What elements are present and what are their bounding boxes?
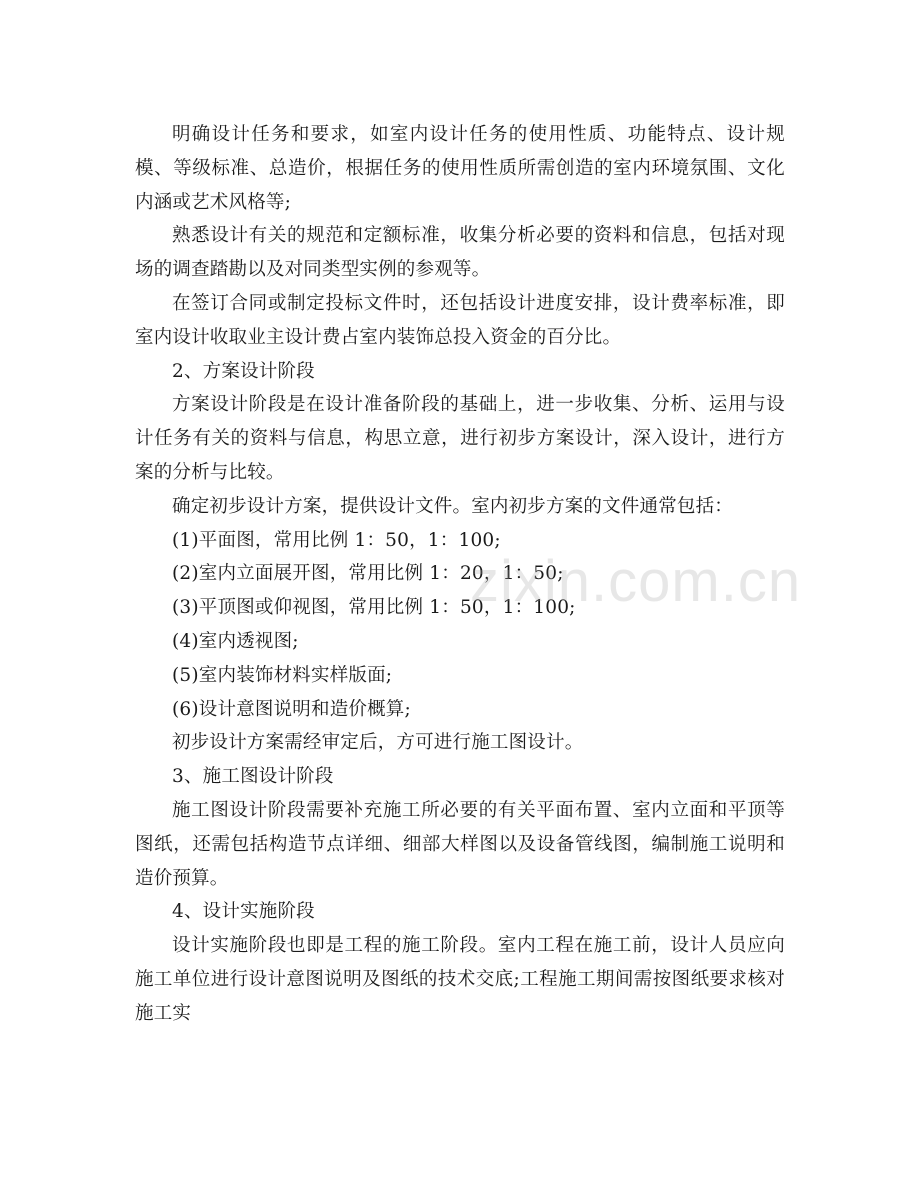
document-body (135, 118, 785, 1031)
list-item-ceiling-plan: (3)平顶图或仰视图，常用比例 1：50，1：100; (172, 597, 576, 619)
paragraph-contract: 在签订合同或制定投标文件时，还包括设计进度安排，设计费率标准，即室内设计收取业主设计费占室内装饰总投入资金的百分比。 (135, 292, 785, 348)
watermark-text: zixin.com.cn (470, 549, 802, 614)
list-item-perspective: (4)室内透视图; (172, 630, 299, 652)
paragraph-implementation: 设计实施阶段也即是工程的施工阶段。室内工程在施工前，设计人员应向施工单位进行设计意图说明及图纸的技术交底;工程施工期间需按图纸要求核对施工实 (135, 935, 785, 1024)
list-item-floor-plan: (1)平面图，常用比例 1：50，1：100; (172, 529, 501, 551)
paragraph-preliminary-files: 确定初步设计方案，提供设计文件。室内初步方案的文件通常包括： (172, 495, 734, 517)
section-heading-implementation: 4、设计实施阶段 (172, 901, 315, 923)
section-heading-scheme-design: 2、方案设计阶段 (172, 360, 315, 382)
list-item-design-notes: (6)设计意图说明和造价概算; (172, 698, 411, 720)
paragraph-task-requirements: 明确设计任务和要求，如室内设计任务的使用性质、功能特点、设计规模、等级标准、总造价，根据任务的使用性质所需创造的室内环境氛围、文化内涵或艺术风格等; (135, 124, 785, 213)
list-item-elevation: (2)室内立面展开图，常用比例 1：20，1：50; (172, 563, 564, 585)
paragraph-standards: 熟悉设计有关的规范和定额标准，收集分析必要的资料和信息，包括对现场的调查踏勘以及对同类型实例的参观等。 (135, 225, 785, 281)
paragraph-construction-drawing: 施工图设计阶段需要补充施工所必要的有关平面布置、室内立面和平顶等图纸，还需包括构造节点详细、细部大样图以及设备管线图，编制施工说明和造价预算。 (135, 799, 785, 889)
paragraph-scheme-design: 方案设计阶段是在设计准备阶段的基础上，进一步收集、分析、运用与设计任务有关的资料与信息，构思立意，进行初步方案设计，深入设计，进行方案的分析与比较。 (135, 394, 785, 483)
paragraph-approval: 初步设计方案需经审定后，方可进行施工图设计。 (172, 732, 584, 754)
list-item-material-board: (5)室内装饰材料实样版面; (172, 664, 393, 686)
section-heading-construction-drawing: 3、施工图设计阶段 (172, 766, 334, 788)
